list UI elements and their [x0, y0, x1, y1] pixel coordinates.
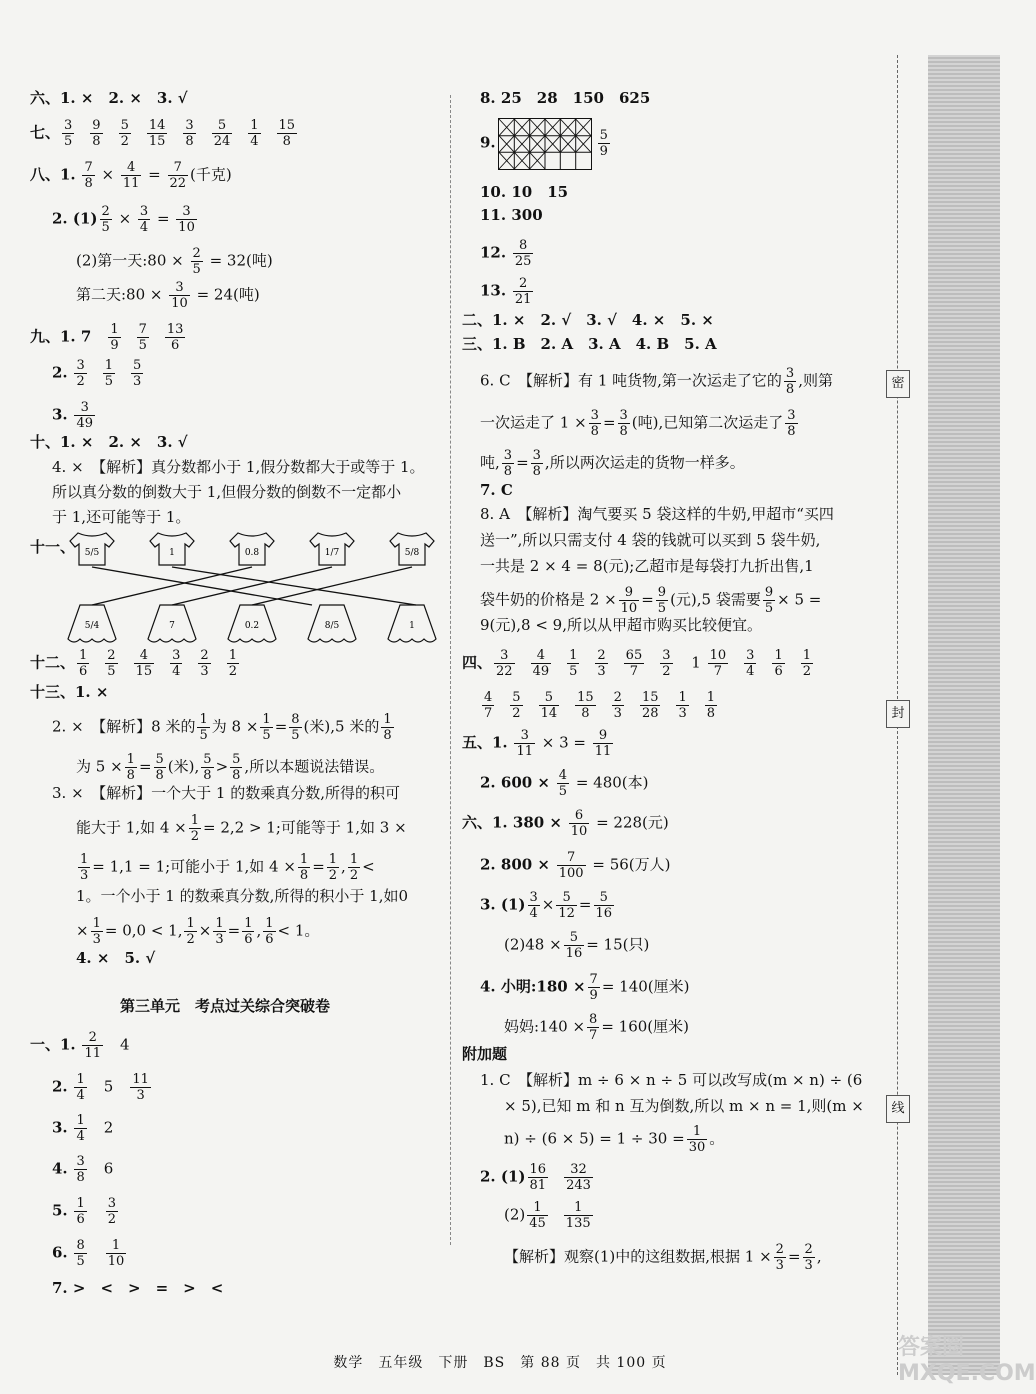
fraction: $\frac{1}{6}$ [265, 916, 274, 947]
fraction: $\frac{7}{100}$ [558, 850, 584, 881]
fraction: $\frac{1}{2}$ [186, 916, 195, 947]
answer-line: 3. (1) $\frac{3}{4}$ × $\frac{5}{12}$ = $\frac{5}{16}$ [480, 890, 613, 921]
fraction: $\frac{2}{3}$ [613, 690, 622, 721]
fraction: $\frac{1}{10}$ [107, 1238, 125, 1269]
fraction: $\frac{3}{10}$ [178, 204, 195, 235]
shirt-label: 1 [169, 548, 175, 558]
answer-line: 六、1. × 2. × 3. √ [30, 89, 188, 107]
fraction: $\frac{1}{9}$ [110, 322, 119, 353]
fraction: $\frac{11}{3}$ [132, 1072, 149, 1103]
answer-line: 3. × 【解析】一个大于 1 的数乘真分数,所得的积可 [52, 784, 400, 802]
answer-line: 六、1. 380 × $\frac{6}{10}$ = 228(元) [462, 808, 669, 839]
fraction: $\frac{1}{2}$ [349, 852, 359, 883]
fraction: $\frac{5}{3}$ [133, 358, 142, 389]
fraction: $\frac{1}{8}$ [299, 852, 309, 883]
fraction: $\frac{1}{2}$ [228, 648, 237, 679]
fraction: $\frac{1}{3}$ [92, 916, 101, 947]
answer-line: 8. A 【解析】淘气要买 5 袋这样的牛奶,甲超市“买四 [480, 505, 834, 523]
shirt-label: 0.8 [244, 548, 260, 558]
fraction: $\frac{5}{8}$ [232, 752, 241, 783]
fraction: $\frac{3}{4}$ [172, 648, 181, 679]
skirt-label: 1 [409, 621, 415, 631]
answer-line: × $\frac{1}{3}$ = 0,0 < 1, $\frac{1}{2}$ × $\frac{1}{3}$ = $\frac{1}{6}$ , $\frac{1}{6}$ < 1。 [76, 916, 320, 947]
answer-line: 4. × 5. √ [76, 949, 156, 967]
fraction: $\frac{5}{16}$ [565, 930, 583, 961]
answer-line: 9. $\frac{5}{9}$ [480, 128, 608, 159]
fraction: $\frac{2}{3}$ [597, 648, 606, 679]
fraction: $\frac{2}{3}$ [200, 648, 209, 679]
fraction: $\frac{9}{8}$ [92, 118, 101, 149]
answer-line: 4. × 【解析】真分数都小于 1,假分数都大于或等于 1。 [52, 458, 425, 476]
seal-label-xian: 线 [886, 1095, 910, 1123]
fraction: $\frac{1}{3}$ [215, 916, 224, 947]
fraction: $\frac{1}{2}$ [190, 813, 200, 844]
answer-line: 2. × 【解析】8 米的 $\frac{1}{5}$ 为 8 × $\frac{1}{5}$ = $\frac{8}{5}$ (米),5 米的 $\frac{1}{8}$ [52, 712, 392, 743]
fraction: $\frac{8}{7}$ [589, 1012, 598, 1043]
answer-line: 2. (1) $\frac{2}{5}$ × $\frac{3}{4}$ = $\frac{3}{10}$ [52, 204, 195, 235]
skirt-label: 0.2 [244, 621, 260, 631]
seal-label-feng: 封 [886, 700, 910, 728]
answer-line: $\frac{1}{3}$ = 1,1 = 1;可能小于 1,如 4 × $\frac{1}{8}$ = $\frac{1}{2}$ , $\frac{1}{2}$ < [80, 852, 375, 883]
answer-line: 6. $\frac{8}{5}$ $\frac{1}{10}$ [52, 1238, 125, 1269]
fraction: $\frac{5}{9}$ [599, 128, 608, 159]
answer-line: 1。一个小于 1 的数乘真分数,所得的积小于 1,如0 [76, 887, 409, 905]
answer-line: 三、1. B 2. A 3. A 4. B 5. A [462, 335, 717, 353]
fraction: $\frac{2}{3}$ [804, 1242, 813, 1273]
answer-line: (2) $\frac{1}{45}$ $\frac{1}{135}$ [504, 1200, 591, 1231]
answer-line [480, 690, 731, 721]
fraction: $\frac{1}{4}$ [250, 118, 259, 149]
fraction: $\frac{6}{10}$ [570, 808, 588, 839]
page-footer: 数学 五年级 下册 BS 第 88 页 共 100 页 [333, 1355, 667, 1371]
fraction: $\frac{8}{5}$ [76, 1238, 85, 1269]
fraction: $\frac{7}{8}$ [84, 160, 93, 191]
fraction: $\frac{16}{81}$ [529, 1162, 547, 1193]
matching-diagram [60, 525, 440, 660]
shirt-label: 5/5 [84, 548, 100, 558]
answer-line: 吨, $\frac{3}{8}$ = $\frac{3}{8}$ ,所以两次运走的货物一样多。 [480, 448, 745, 479]
answer-line: 12. $\frac{8}{25}$ [480, 238, 532, 269]
fraction: $\frac{15}{8}$ [577, 690, 594, 721]
fraction-grid-figure [498, 118, 592, 170]
fraction: $\frac{1}{2}$ [328, 852, 338, 883]
skirt-label: 8/5 [324, 621, 340, 631]
answer-line: 7. > < > = > < [52, 1279, 224, 1297]
answer-line: 一次运走了 1 × $\frac{3}{8}$ = $\frac{3}{8}$ (吨),已知第二次运走了 $\frac{3}{8}$ [480, 408, 796, 439]
answer-line: 2. $\frac{3}{2}$ $\frac{1}{5}$ $\frac{5}{3}$ [52, 358, 142, 389]
seal-label-mi: 密 [886, 370, 910, 398]
watermark-logo: 答案圈 MXQE.COM [898, 1335, 1036, 1386]
fraction: $\frac{1}{8}$ [126, 752, 135, 783]
fraction: $\frac{8}{5}$ [291, 712, 300, 743]
fraction: $\frac{9}{10}$ [620, 585, 638, 616]
fraction: $\frac{1}{6}$ [76, 1196, 85, 1227]
fraction: $\frac{1}{5}$ [569, 648, 578, 679]
fraction: $\frac{5}{8}$ [203, 752, 212, 783]
fraction: $\frac{2}{11}$ [84, 1030, 101, 1061]
answer-line: 五、1. $\frac{3}{11}$ × 3 = $\frac{9}{11}$ [462, 728, 612, 759]
fraction: $\frac{5}{16}$ [595, 890, 613, 921]
answer-line: 送一”,所以只需支付 4 袋的钱就可以买到 5 袋牛奶, [480, 531, 821, 549]
fraction: $\frac{13}{6}$ [166, 322, 184, 353]
fraction: $\frac{3}{2}$ [662, 648, 671, 679]
fraction: $\frac{3}{4}$ [529, 890, 538, 921]
answer-line: 于 1,还可能等于 1。 [52, 508, 191, 526]
fraction: $\frac{3}{22}$ [496, 648, 513, 679]
answer-line: × 5),已知 m 和 n 互为倒数,所以 m × n = 1,则(m × [504, 1097, 864, 1115]
answer-line: 四、 $\frac{3}{22}$ $\frac{4}{49}$ $\frac{1}{5}$ $\frac{2}{3}$ $\frac{65}{7}$ $\frac{3}{2}$ 1 $\frac{10}{7}$ $\frac{3}{4}$ $\frac{1}{6}$ $\frac{1}{2}$ [462, 648, 811, 679]
fraction: $\frac{2}{3}$ [775, 1242, 784, 1273]
answer-line: 一共是 2 × 4 = 8(元);乙超市是每袋打九折出售,1 [480, 557, 814, 575]
fraction: $\frac{1}{4}$ [76, 1113, 85, 1144]
fraction: $\frac{2}{5}$ [107, 648, 116, 679]
matching-lines [92, 567, 416, 605]
fraction: $\frac{5}{2}$ [120, 118, 129, 149]
answer-line: 13. $\frac{2}{21}$ [480, 276, 532, 307]
answer-line: 4. $\frac{3}{8}$ 6 [52, 1154, 114, 1185]
fraction: $\frac{1}{4}$ [76, 1072, 85, 1103]
fraction: $\frac{3}{8}$ [185, 118, 194, 149]
fraction: $\frac{3}{8}$ [503, 448, 513, 479]
fraction: $\frac{1}{8}$ [383, 712, 392, 743]
fraction: $\frac{3}{8}$ [787, 408, 796, 439]
fraction: $\frac{7}{22}$ [169, 160, 187, 191]
fraction: $\frac{3}{8}$ [532, 448, 541, 479]
column-divider [450, 95, 451, 1245]
fraction: $\frac{1}{6}$ [244, 916, 253, 947]
fraction: $\frac{1}{3}$ [80, 852, 89, 883]
answer-line: 6. C 【解析】有 1 吨货物,第一次运走了它的 $\frac{3}{8}$ ,则第 [480, 366, 833, 397]
fraction: $\frac{9}{5}$ [764, 585, 774, 616]
answer-line: 7. C [480, 481, 513, 499]
fraction: $\frac{7}{5}$ [138, 322, 147, 353]
answer-line: 5. $\frac{1}{6}$ $\frac{3}{2}$ [52, 1196, 117, 1227]
fraction: $\frac{9}{11}$ [594, 728, 612, 759]
answer-line: 八、1. $\frac{7}{8}$ × $\frac{4}{11}$ = $\frac{7}{22}$ (千克) [30, 160, 232, 191]
answer-line: 附加题 [462, 1045, 508, 1063]
answer-line: 能大于 1,如 4 × $\frac{1}{2}$ = 2,2 > 1;可能等于 1,如 3 × [76, 813, 407, 844]
answer-line: 袋牛奶的价格是 2 × $\frac{9}{10}$ = $\frac{9}{5}$ (元),5 袋需要 $\frac{9}{5}$ × 5 = [480, 585, 822, 616]
fraction: $\frac{1}{2}$ [802, 648, 811, 679]
fraction: $\frac{5}{8}$ [155, 752, 164, 783]
fraction: $\frac{3}{11}$ [516, 728, 533, 759]
answer-line: 所以真分数的倒数大于 1,但假分数的倒数不一定都小 [52, 483, 402, 501]
fraction: $\frac{7}{9}$ [589, 972, 598, 1003]
fraction: $\frac{32}{243}$ [566, 1162, 591, 1193]
fraction: $\frac{3}{2}$ [107, 1196, 117, 1227]
fraction: $\frac{3}{10}$ [171, 280, 188, 311]
answer-line: 第二天:80 × $\frac{3}{10}$ = 24(吨) [76, 280, 260, 311]
answer-line: 妈妈:140 × $\frac{8}{7}$ = 160(厘米) [504, 1012, 689, 1043]
fraction: $\frac{3}{2}$ [76, 358, 85, 389]
answer-line: 【解析】观察(1)中的这组数据,根据 1 × $\frac{2}{3}$ = $\frac{2}{3}$ , [504, 1242, 822, 1273]
answer-line: 为 5 × $\frac{1}{8}$ = $\frac{5}{8}$ (米), $\frac{5}{8}$ > $\frac{5}{8}$ ,所以本题说法错误。 [76, 752, 385, 783]
answer-line: 4. 小明:180 × $\frac{7}{9}$ = 140(厘米) [480, 972, 690, 1003]
fraction: $\frac{10}{7}$ [709, 648, 727, 679]
answer-line: 2. 800 × $\frac{7}{100}$ = 56(万人) [480, 850, 671, 881]
fraction: $\frac{3}{4}$ [139, 204, 149, 235]
shirt-label: 1/7 [324, 548, 340, 558]
fraction: $\frac{15}{28}$ [641, 690, 659, 721]
answer-line: 10. 10 15 [480, 183, 569, 201]
answer-line: 九、1. 7 $\frac{1}{9}$ $\frac{7}{5}$ $\frac{13}{6}$ [30, 322, 184, 353]
answer-line: 11. 300 [480, 206, 543, 224]
answer-line: n) ÷ (6 × 5) = 1 ÷ 30 = $\frac{1}{30}$ 。 [504, 1124, 725, 1155]
fraction: $\frac{3}{8}$ [619, 408, 628, 439]
fraction: $\frac{1}{3}$ [678, 690, 687, 721]
fraction: $\frac{4}{11}$ [122, 160, 140, 191]
fraction: $\frac{1}{6}$ [79, 648, 88, 679]
answer-line: 3. $\frac{1}{4}$ 2 [52, 1113, 114, 1144]
fraction: $\frac{14}{15}$ [148, 118, 166, 149]
skirt-label: 7 [169, 621, 175, 631]
fraction: $\frac{1}{30}$ [688, 1124, 706, 1155]
answer-line: 十一、 [30, 538, 76, 556]
fraction: $\frac{8}{25}$ [514, 238, 532, 269]
answer-line: 十、1. × 2. × 3. √ [30, 433, 188, 451]
binding-strip [928, 55, 1000, 1375]
fraction: $\frac{5}{2}$ [512, 690, 521, 721]
fraction: $\frac{2}{5}$ [101, 204, 110, 235]
fraction: $\frac{3}{8}$ [785, 366, 795, 397]
fraction: $\frac{3}{49}$ [76, 400, 93, 431]
fraction: $\frac{2}{5}$ [192, 246, 201, 277]
answer-line: 2. $\frac{1}{4}$ 5 $\frac{11}{3}$ [52, 1072, 149, 1103]
answer-line: 二、1. × 2. √ 3. √ 4. × 5. × [462, 311, 714, 329]
fraction: $\frac{1}{135}$ [565, 1200, 591, 1231]
answer-line: 七、 $\frac{3}{5}$ $\frac{9}{8}$ $\frac{5}{2}$ $\frac{14}{15}$ $\frac{3}{8}$ $\frac{5}{24}$ $\frac{1}{4}$ $\frac{15}{8}$ [30, 118, 311, 149]
fraction: $\frac{1}{5}$ [262, 712, 271, 743]
section-title: 第三单元 考点过关综合突破卷 [120, 997, 331, 1015]
fraction: $\frac{1}{8}$ [706, 690, 716, 721]
fraction: $\frac{5}{12}$ [558, 890, 575, 921]
answer-line: 3. $\frac{3}{49}$ [52, 400, 93, 431]
fraction: $\frac{9}{5}$ [657, 585, 667, 616]
fraction: $\frac{1}{5}$ [199, 712, 208, 743]
answer-line: 2. (1) $\frac{16}{81}$ $\frac{32}{243}$ [480, 1162, 591, 1193]
fraction: $\frac{5}{24}$ [213, 118, 231, 149]
skirt-label: 5/4 [84, 621, 100, 631]
fraction: $\frac{1}{5}$ [104, 358, 114, 389]
fraction: $\frac{4}{15}$ [135, 648, 153, 679]
answer-line: 十二、 $\frac{1}{6}$ $\frac{2}{5}$ $\frac{4}{15}$ $\frac{3}{4}$ $\frac{2}{3}$ $\frac{1}{2}$ [30, 648, 237, 679]
answer-line: (2)48 × $\frac{5}{16}$ = 15(只) [504, 930, 650, 961]
answer-line: (2)第一天:80 × $\frac{2}{5}$ = 32(吨) [76, 246, 273, 277]
fraction: $\frac{3}{5}$ [64, 118, 73, 149]
fraction: $\frac{4}{49}$ [532, 648, 550, 679]
answer-line: 十三、1. × [30, 683, 109, 701]
answer-line: 8. 25 28 150 625 [480, 89, 651, 107]
shirt-label: 5/8 [404, 548, 420, 558]
answer-line: 9(元),8 < 9,所以从甲超市购买比较便宜。 [480, 616, 762, 634]
fraction: $\frac{3}{8}$ [590, 408, 599, 439]
fraction: $\frac{15}{8}$ [278, 118, 296, 149]
fraction: $\frac{4}{7}$ [484, 690, 493, 721]
fraction-list [60, 118, 311, 149]
fraction: $\frac{1}{45}$ [529, 1200, 546, 1231]
fraction: $\frac{5}{14}$ [540, 690, 558, 721]
fraction: $\frac{3}{4}$ [746, 648, 755, 679]
fraction: $\frac{65}{7}$ [625, 648, 643, 679]
answer-line: 一、1. $\frac{2}{11}$ 4 [30, 1030, 130, 1061]
fraction: $\frac{3}{8}$ [76, 1154, 85, 1185]
fraction: $\frac{4}{5}$ [558, 768, 568, 799]
answer-line: 2. 600 × $\frac{4}{5}$ = 480(本) [480, 768, 649, 799]
answer-line: 1. C 【解析】m ÷ 6 × n ÷ 5 可以改写成(m × n) ÷ (6 [480, 1071, 863, 1089]
fraction: $\frac{2}{21}$ [514, 276, 532, 307]
fraction: $\frac{1}{6}$ [774, 648, 783, 679]
